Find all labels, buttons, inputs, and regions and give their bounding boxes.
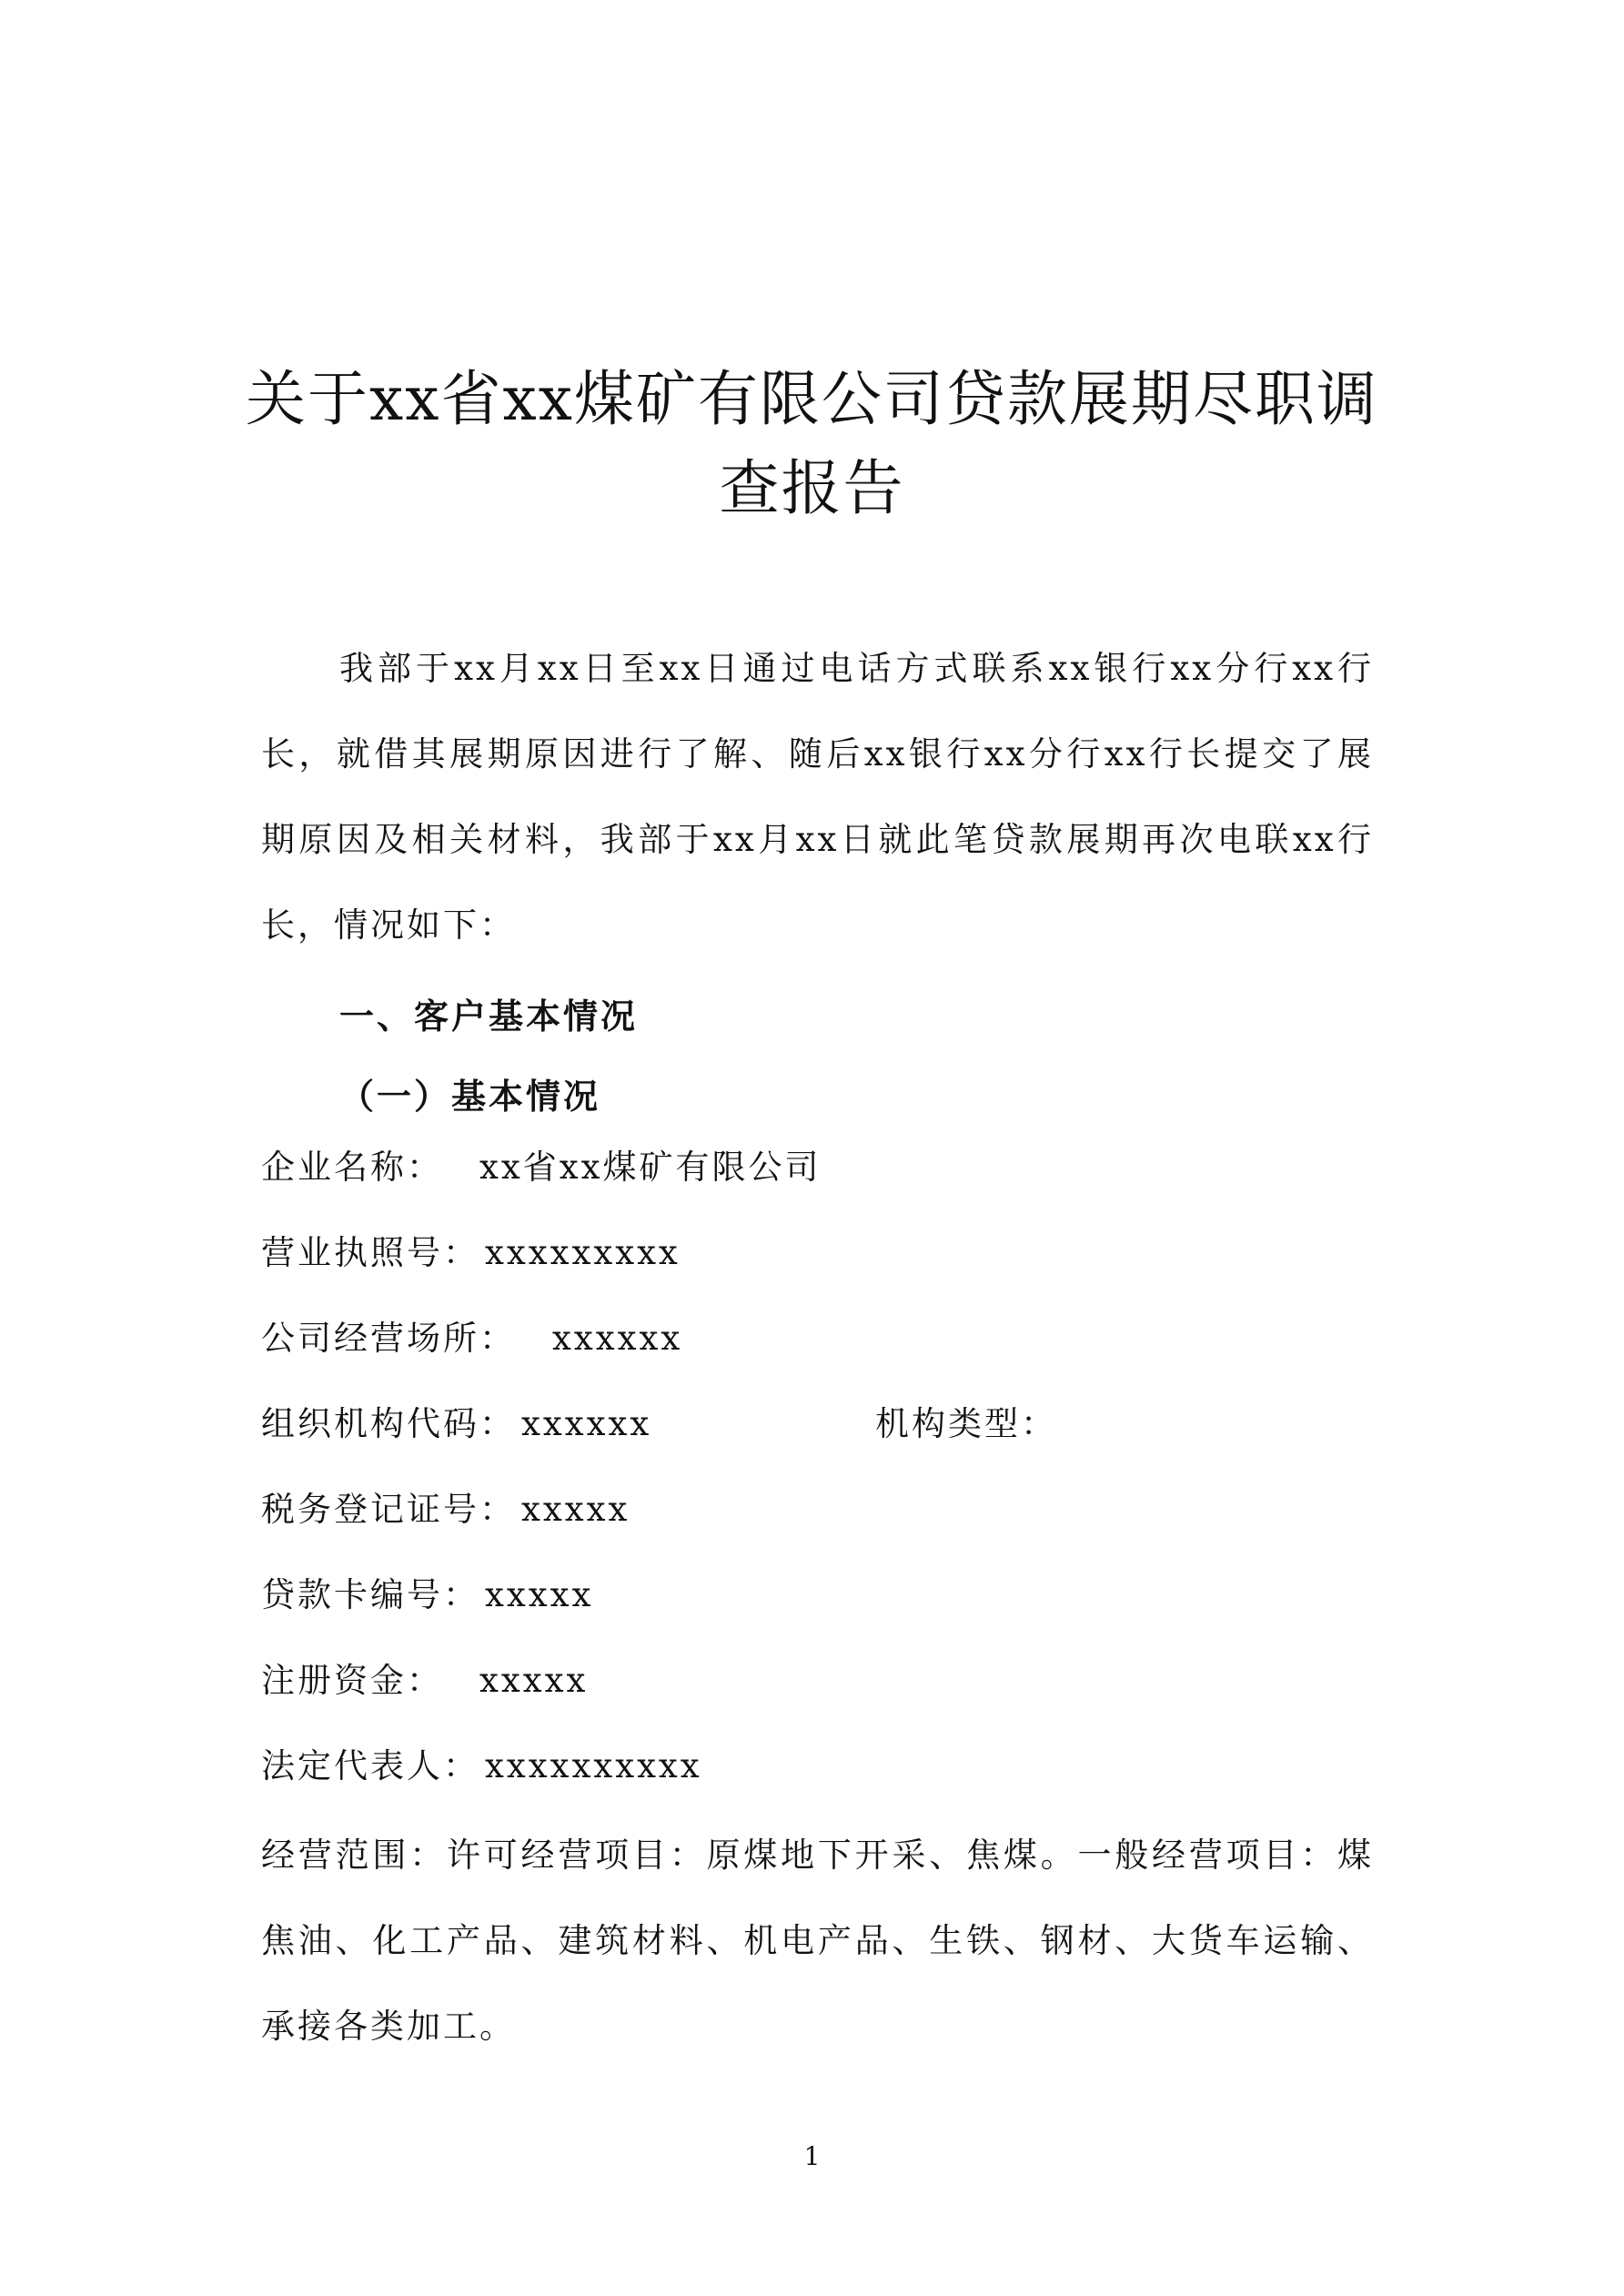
field-label: 组织机构代码： — [261, 1404, 516, 1443]
title-line-1: 关于xx省xx煤矿有限公司贷款展期尽职调 — [246, 364, 1378, 434]
section-heading-customer-info: 一、客户基本情况 — [339, 996, 639, 1037]
field-value: xx省xx煤矿有限公司 — [479, 1148, 822, 1187]
field-value: xxxxx — [479, 1661, 589, 1700]
field-label: 税务登记证号： — [261, 1490, 516, 1529]
field-label: 机构类型： — [875, 1404, 1057, 1443]
field-value: xxxxxx — [521, 1404, 652, 1443]
field-label: 营业执照号： — [261, 1233, 479, 1272]
field-label: 法定代表人： — [261, 1746, 479, 1785]
field-value: xxxxxx — [552, 1319, 683, 1358]
field-license-number — [261, 1230, 681, 1276]
field-company-name — [261, 1145, 821, 1190]
field-value: xxxxxxxxx — [485, 1233, 681, 1272]
title-line-2: 查报告 — [719, 453, 905, 523]
field-label: 注册资金： — [261, 1661, 443, 1700]
field-org-code — [261, 1401, 651, 1447]
business-scope-paragraph: 经营范围：许可经营项目：原煤地下开采、焦煤。一般经营项目：煤焦油、化工产品、建筑材料、机电产品、生铁、钢材、大货车运输、承接各类加工。 — [261, 1836, 1374, 2046]
field-org-type — [875, 1401, 1057, 1447]
page-number: 1 — [803, 2141, 821, 2171]
intro-paragraph: 我部于xx月xx日至xx日通过电话方式联系xx银行xx分行xx行长，就借其展期原因进行了解、随后xx银行xx分行xx行长提交了展期原因及相关材料，我部于xx月xx日就此笔贷款展期再次电联xx行长，情况如下： — [261, 649, 1374, 945]
field-label: 贷款卡编号： — [261, 1575, 479, 1614]
field-tax-registration — [261, 1487, 630, 1532]
field-registered-capital — [261, 1658, 588, 1704]
field-value: xxxxx — [485, 1575, 594, 1614]
field-loan-card — [261, 1573, 593, 1618]
document-title — [237, 355, 1387, 533]
subsection-heading-basic-info: （一）基本情况 — [339, 1076, 601, 1117]
field-label: 公司经营场所： — [261, 1319, 516, 1358]
field-legal-representative — [261, 1744, 702, 1789]
field-label: 企业名称： — [261, 1148, 443, 1187]
field-value: xxxxxxxxxx — [485, 1746, 702, 1785]
field-business-place — [261, 1316, 682, 1361]
field-value: xxxxx — [521, 1490, 630, 1529]
